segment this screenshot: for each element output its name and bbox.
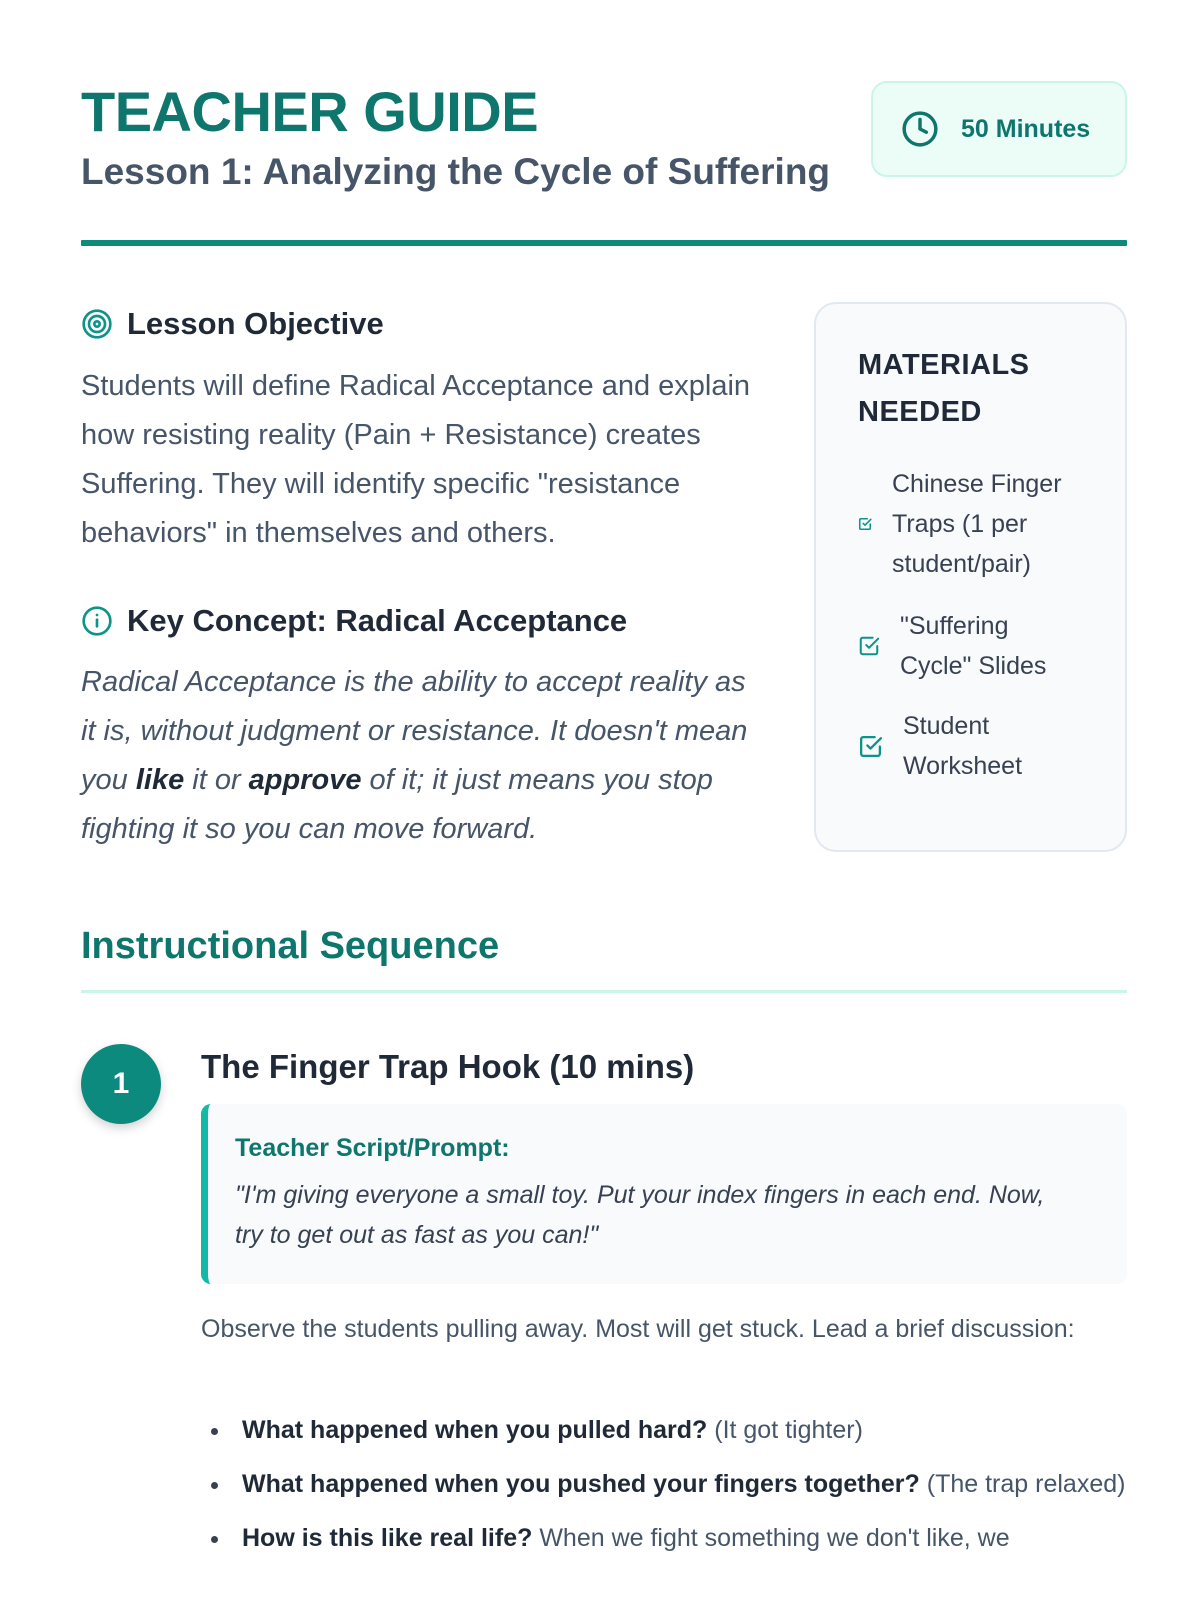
checkbox-icon (858, 517, 872, 531)
question-text: How is this like real life? (242, 1524, 533, 1552)
teacher-script-box (201, 1104, 1127, 1284)
key-concept-heading (81, 603, 627, 639)
objective-title: Lesson Objective (127, 306, 384, 341)
info-icon (81, 605, 113, 637)
objective-text: Students will define Radical Acceptance and explain how resisting reality (Pain + Resistance) creates Suffering. They will identify specific "resistance behaviors" in themselves and others. (81, 370, 751, 549)
duration-badge (871, 81, 1127, 177)
material-label: Chinese Finger Traps (1 per student/pair) (892, 470, 1062, 578)
duration-label: 50 Minutes (961, 114, 1091, 143)
key-concept-title: Key Concept: Radical Acceptance (127, 603, 628, 638)
checkbox-icon (858, 635, 880, 657)
key-concept-emphasis-approve: approve (248, 764, 362, 796)
answer-text: (The trap relaxed) (919, 1470, 1126, 1498)
script-text: "I'm giving everyone a small toy. Put your index fingers in each end. Now, try to get out as fast as you can!" (235, 1181, 1045, 1249)
script-label: Teacher Script/Prompt: (235, 1134, 510, 1162)
page-title: TEACHER GUIDE (81, 80, 539, 143)
key-concept-text (81, 658, 761, 854)
question-text: What happened when you pushed your fingers together? (242, 1470, 920, 1498)
key-concept-text-part: Radical Acceptance is the ability to accept reality as it is, without judgment or resistance. It doesn't mean you (81, 666, 748, 796)
step-title: The Finger Trap Hook (10 mins) (201, 1048, 695, 1085)
list-item (201, 1518, 1127, 1558)
checkbox-icon (858, 734, 883, 759)
question-text: What happened when you pulled hard? (242, 1416, 708, 1444)
teacher-guide-page (81, 0, 1127, 1600)
clock-icon (901, 110, 939, 148)
answer-text: When we fight something we don't like, we (532, 1524, 1010, 1552)
observe-instructions: Observe the students pulling away. Most will get stuck. Lead a brief discussion: (201, 1315, 1075, 1343)
material-label: "Suffering Cycle" Slides (900, 612, 1047, 680)
list-item (201, 1464, 1127, 1504)
material-label: Student Worksheet (903, 712, 1023, 780)
step-number-badge: 1 (81, 1044, 161, 1124)
materials-heading: MATERIALS NEEDED (858, 349, 1030, 428)
header-divider (81, 240, 1127, 246)
material-item (858, 606, 1078, 686)
target-icon (81, 308, 113, 340)
material-item (858, 706, 1078, 786)
material-item (858, 464, 1098, 584)
lesson-subtitle: Lesson 1: Analyzing the Cycle of Suffering (81, 151, 831, 192)
answer-text: (It got tighter) (707, 1416, 863, 1444)
materials-card (814, 302, 1127, 852)
list-item (201, 1410, 1127, 1450)
key-concept-emphasis-like: like (135, 764, 185, 796)
header (81, 78, 1127, 198)
sequence-divider (81, 990, 1127, 993)
key-concept-text-part: it or (184, 764, 249, 796)
objective-heading (81, 306, 384, 342)
key-concept-text-part: of it; it just means you stop fighting it so you can move forward. (81, 764, 713, 845)
sequence-heading: Instructional Sequence (81, 925, 500, 967)
discussion-questions (201, 1410, 1127, 1572)
